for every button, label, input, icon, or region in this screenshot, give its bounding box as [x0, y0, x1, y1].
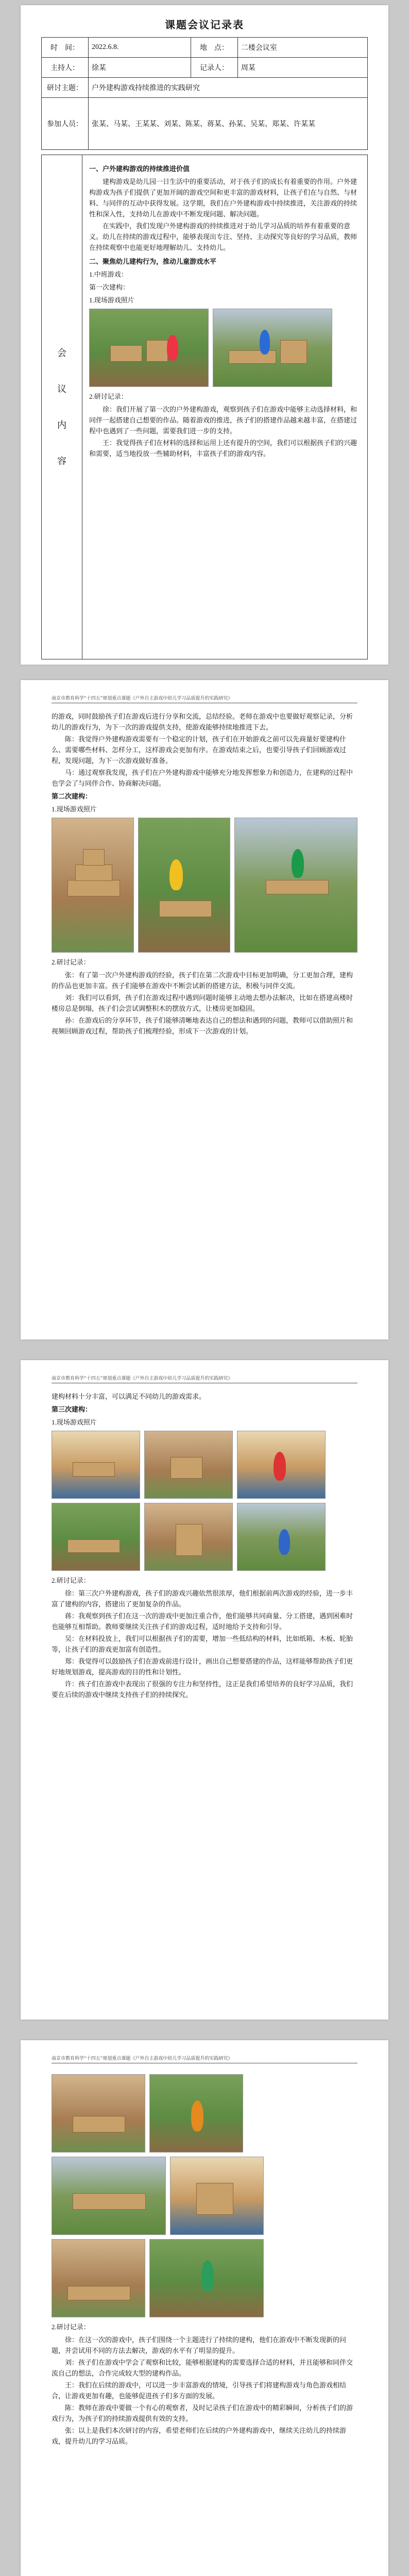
page-body [52, 1391, 357, 1701]
attendees-label: 参加人员： [42, 98, 89, 150]
paragraph: 徐：在这一次的游戏中，孩子们围绕一个主题进行了持续的建构，他们在游戏中不断发现新的问题，并尝试用不同的方法去解决，游戏的水平有了明显的提升。 [52, 2336, 347, 2354]
paragraph: 郑：我觉得可以鼓励孩子们在游戏前进行设计，画出自己想要搭建的作品，这样能够帮助孩子们更好地规划游戏，提高游戏的目的性和计划性。 [52, 1657, 353, 1676]
paragraph: 建构游戏是幼儿园一日生活中的重要活动，对于孩子们的成长有着重要的作用。户外建构游戏为孩子们提供了更加开阔的游戏空间和更丰富的游戏材料，让孩子们在与自然、与材料、与同伴的互动中获得发展。这学期，我们在户外建构游戏中持续推进，关注游戏的持续性和深入性，支持幼儿在游戏中不断发现问题、解决问题。 [89, 178, 357, 218]
caption: 1.现场游戏照片 [52, 1418, 97, 1426]
page-body [52, 2071, 357, 2448]
document-title: 课题会议记录表 [165, 20, 244, 31]
paragraph: 在实践中，我们发现户外建构游戏的持续推进对于幼儿学习品质的培养有着重要的意义。幼儿在持续的游戏过程中，能够表现出专注、坚持、主动探究等良好的学习品质，教师在持续观察中也能更好地理解幼儿、支持幼儿。 [89, 222, 357, 251]
section-heading: 二、聚焦幼儿建构行为，推动儿童游戏水平 [89, 258, 217, 265]
paragraph: 刘：我们可以看到，孩子们在游戏过程中遇到问题时能够主动地去想办法解决，比如在搭建高楼时楼房总是倒塌，孩子们会尝试调整积木的摆放方式，让楼房更加稳固。 [52, 994, 353, 1012]
content-label-char: 内 [57, 420, 66, 430]
page-2 [21, 680, 388, 1340]
paragraph: 陈：教师在游戏中要做一个有心的观察者，及时记录孩子们在游戏中的精彩瞬间，分析孩子们的游戏行为，为孩子们的持续游戏提供有效的支持。 [52, 2404, 353, 2422]
host-label: 主持人： [42, 58, 89, 78]
paragraph: 张：以上是我们本次研讨的内容，希望老师们在后续的户外建构游戏中，继续关注幼儿的持续游戏，提升幼儿的学习品质。 [52, 2427, 347, 2445]
caption: 2.研讨记录： [89, 393, 128, 400]
paragraph: 许：孩子们在游戏中表现出了很强的专注力和坚持性，这正是我们希望培养的良好学习品质，我们要在后续的游戏中继续支持孩子们的持续探究。 [52, 1680, 353, 1699]
paragraph: 徐：我们开展了第一次的户外建构游戏，观察到孩子们在游戏中能够主动选择材料，和同伴一起搭建自己想要的作品。随着游戏的推进，孩子们的搭建作品越来越丰富，在搭建过程中也遇到了一些问题，需要我们进一步的支持。 [89, 405, 357, 435]
game-photo [237, 1503, 326, 1571]
game-photo [52, 2239, 145, 2317]
section-heading: 一、户外建构游戏的持续推进价值 [89, 165, 190, 173]
game-photo [89, 309, 209, 387]
paragraph: 蒋：我观察到孩子们在这一次的游戏中更加注重合作，他们能够共同商量、分工搭建，遇到困难时也能够互相帮助。教师要继续关注孩子们的游戏过程，适时地给予支持和引导。 [52, 1612, 353, 1631]
subheading: 第三次建构： [52, 1405, 92, 1413]
time-value: 2022.6.8. [89, 38, 191, 58]
paragraph: 马：通过观察我发现，孩子们在户外建构游戏中能够充分地发挥想象力和创造力，在建构的过程中也学会了与同伴合作、协商解决问题。 [52, 769, 353, 787]
subheading: 第二次建构： [52, 792, 92, 800]
subheading: 第一次建构： [89, 283, 130, 291]
topic-value: 户外建构游戏持续推进的实践研究 [89, 78, 368, 98]
game-photo [52, 1503, 140, 1571]
game-photo [138, 818, 231, 953]
game-photo [52, 1431, 140, 1499]
page-header: 南京市教育科学“十四五”规划重点课题《户外自主游戏中幼儿学习品质提升的实践研究》 [52, 694, 357, 703]
caption: 1.现场游戏照片 [89, 296, 134, 304]
meeting-content-box [41, 155, 368, 659]
content-label-char: 容 [57, 456, 66, 466]
caption: 2.研讨记录： [52, 958, 90, 966]
game-photo [52, 2074, 145, 2153]
photo-row [52, 818, 357, 953]
paragraph: 的游戏，同时鼓励孩子们在游戏后进行分享和交流，总结经验。老师在游戏中也要做好观察记录，分析幼儿的游戏行为，为下一次的游戏提供支持，使游戏能够持续地推进下去。 [52, 713, 353, 731]
recorder-value: 周某 [237, 58, 367, 78]
game-photo [213, 309, 332, 387]
game-photo [149, 2074, 243, 2153]
meta-table [41, 37, 368, 150]
paragraph: 徐：第三次户外建构游戏，孩子们的游戏兴趣依然很浓厚，他们根据前两次游戏的经验，进一步丰富了建构的内容，搭建出了更加复杂的作品。 [52, 1589, 353, 1608]
time-label: 时 间： [42, 38, 89, 58]
caption: 2.研讨记录： [52, 2323, 90, 2331]
paragraph: 吴：在材料投放上，我们可以根据孩子们的需要，增加一些低结构的材料，比如纸箱、木板、轮胎等，让孩子们的游戏更加富有创造性。 [52, 1635, 353, 1653]
paragraph: 王：我觉得孩子们在材料的选择和运用上还有提升的空间，我们可以根据孩子们的兴趣和需要，适当地投放一些辅助材料，丰富孩子们的游戏内容。 [89, 439, 357, 457]
caption: 2.研讨记录： [52, 1577, 90, 1584]
paragraph: 王：我们在后续的游戏中，可以进一步丰富游戏的情境，引导孩子们将建构游戏与角色游戏相结合，让游戏更加有趣，也能够促进孩子们多方面的发展。 [52, 2381, 347, 2400]
page-4 [21, 2040, 388, 2576]
topic-label: 研讨主题： [42, 78, 89, 98]
photo-grid [52, 2074, 357, 2317]
page-body [52, 711, 357, 1038]
game-photo [234, 818, 357, 953]
game-photo [149, 2239, 264, 2317]
caption: 1.现场游戏照片 [52, 805, 97, 813]
game-photo [52, 818, 134, 953]
game-photo [237, 1431, 326, 1499]
game-photo [52, 2157, 166, 2235]
game-photo [144, 1431, 233, 1499]
recorder-label: 记录人： [191, 58, 237, 78]
paragraph: 刘：孩子们在游戏中学会了观察和比较，能够根据建构的需要选择合适的材料，并且能够和同伴交流自己的想法，合作完成较大型的建构作品。 [52, 2359, 353, 2377]
place-label: 地 点： [191, 38, 237, 58]
page-1 [21, 5, 388, 665]
paragraph: 建构材料十分丰富，可以满足不同幼儿的游戏需求。 [52, 1393, 206, 1400]
game-photo [144, 1503, 233, 1571]
content-label [42, 155, 82, 659]
paragraph: 陈：我觉得户外建构游戏需要有一个稳定的计划，孩子们在开始游戏之前可以先商量好要建构什么、需要哪些材料、怎样分工，这样游戏会更加有序。在游戏结束之后，也要引导孩子们回顾游戏过程，发现问题，为下一次游戏做好准备。 [52, 735, 347, 765]
place-value: 二楼会议室 [237, 38, 367, 58]
attendees-value: 张某、马某、王某某、刘某、陈某、蒋某、孙某、吴某、郑某、许某某 [89, 98, 368, 150]
paragraph: 孙：在游戏后的分享环节，孩子们能够清晰地表达自己的想法和遇到的问题，教师可以借助照片和视频回顾游戏过程，帮助孩子们梳理经验，形成下一次游戏的计划。 [52, 1016, 353, 1035]
host-value: 徐某 [89, 58, 191, 78]
game-photo [170, 2157, 264, 2235]
paragraph: 张：有了第一次户外建构游戏的经验，孩子们在第二次游戏中目标更加明确，分工更加合理，建构的作品也更加丰富。孩子们能够在游戏中不断尝试新的搭建方法，积极与同伴交流。 [52, 971, 353, 990]
page-header: 南京市教育科学“十四五”规划重点课题《户外自主游戏中幼儿学习品质提升的实践研究》 [52, 1375, 357, 1383]
photo-row [89, 309, 361, 387]
page-header: 南京市教育科学“十四五”规划重点课题《户外自主游戏中幼儿学习品质提升的实践研究》 [52, 2055, 357, 2063]
photo-grid [52, 1431, 357, 1571]
content-label-char: 议 [57, 384, 66, 394]
subheading: 1.中班游戏： [89, 270, 128, 278]
content-body [89, 160, 361, 460]
content-label-char: 会 [57, 348, 66, 358]
page-3 [21, 1360, 388, 2020]
